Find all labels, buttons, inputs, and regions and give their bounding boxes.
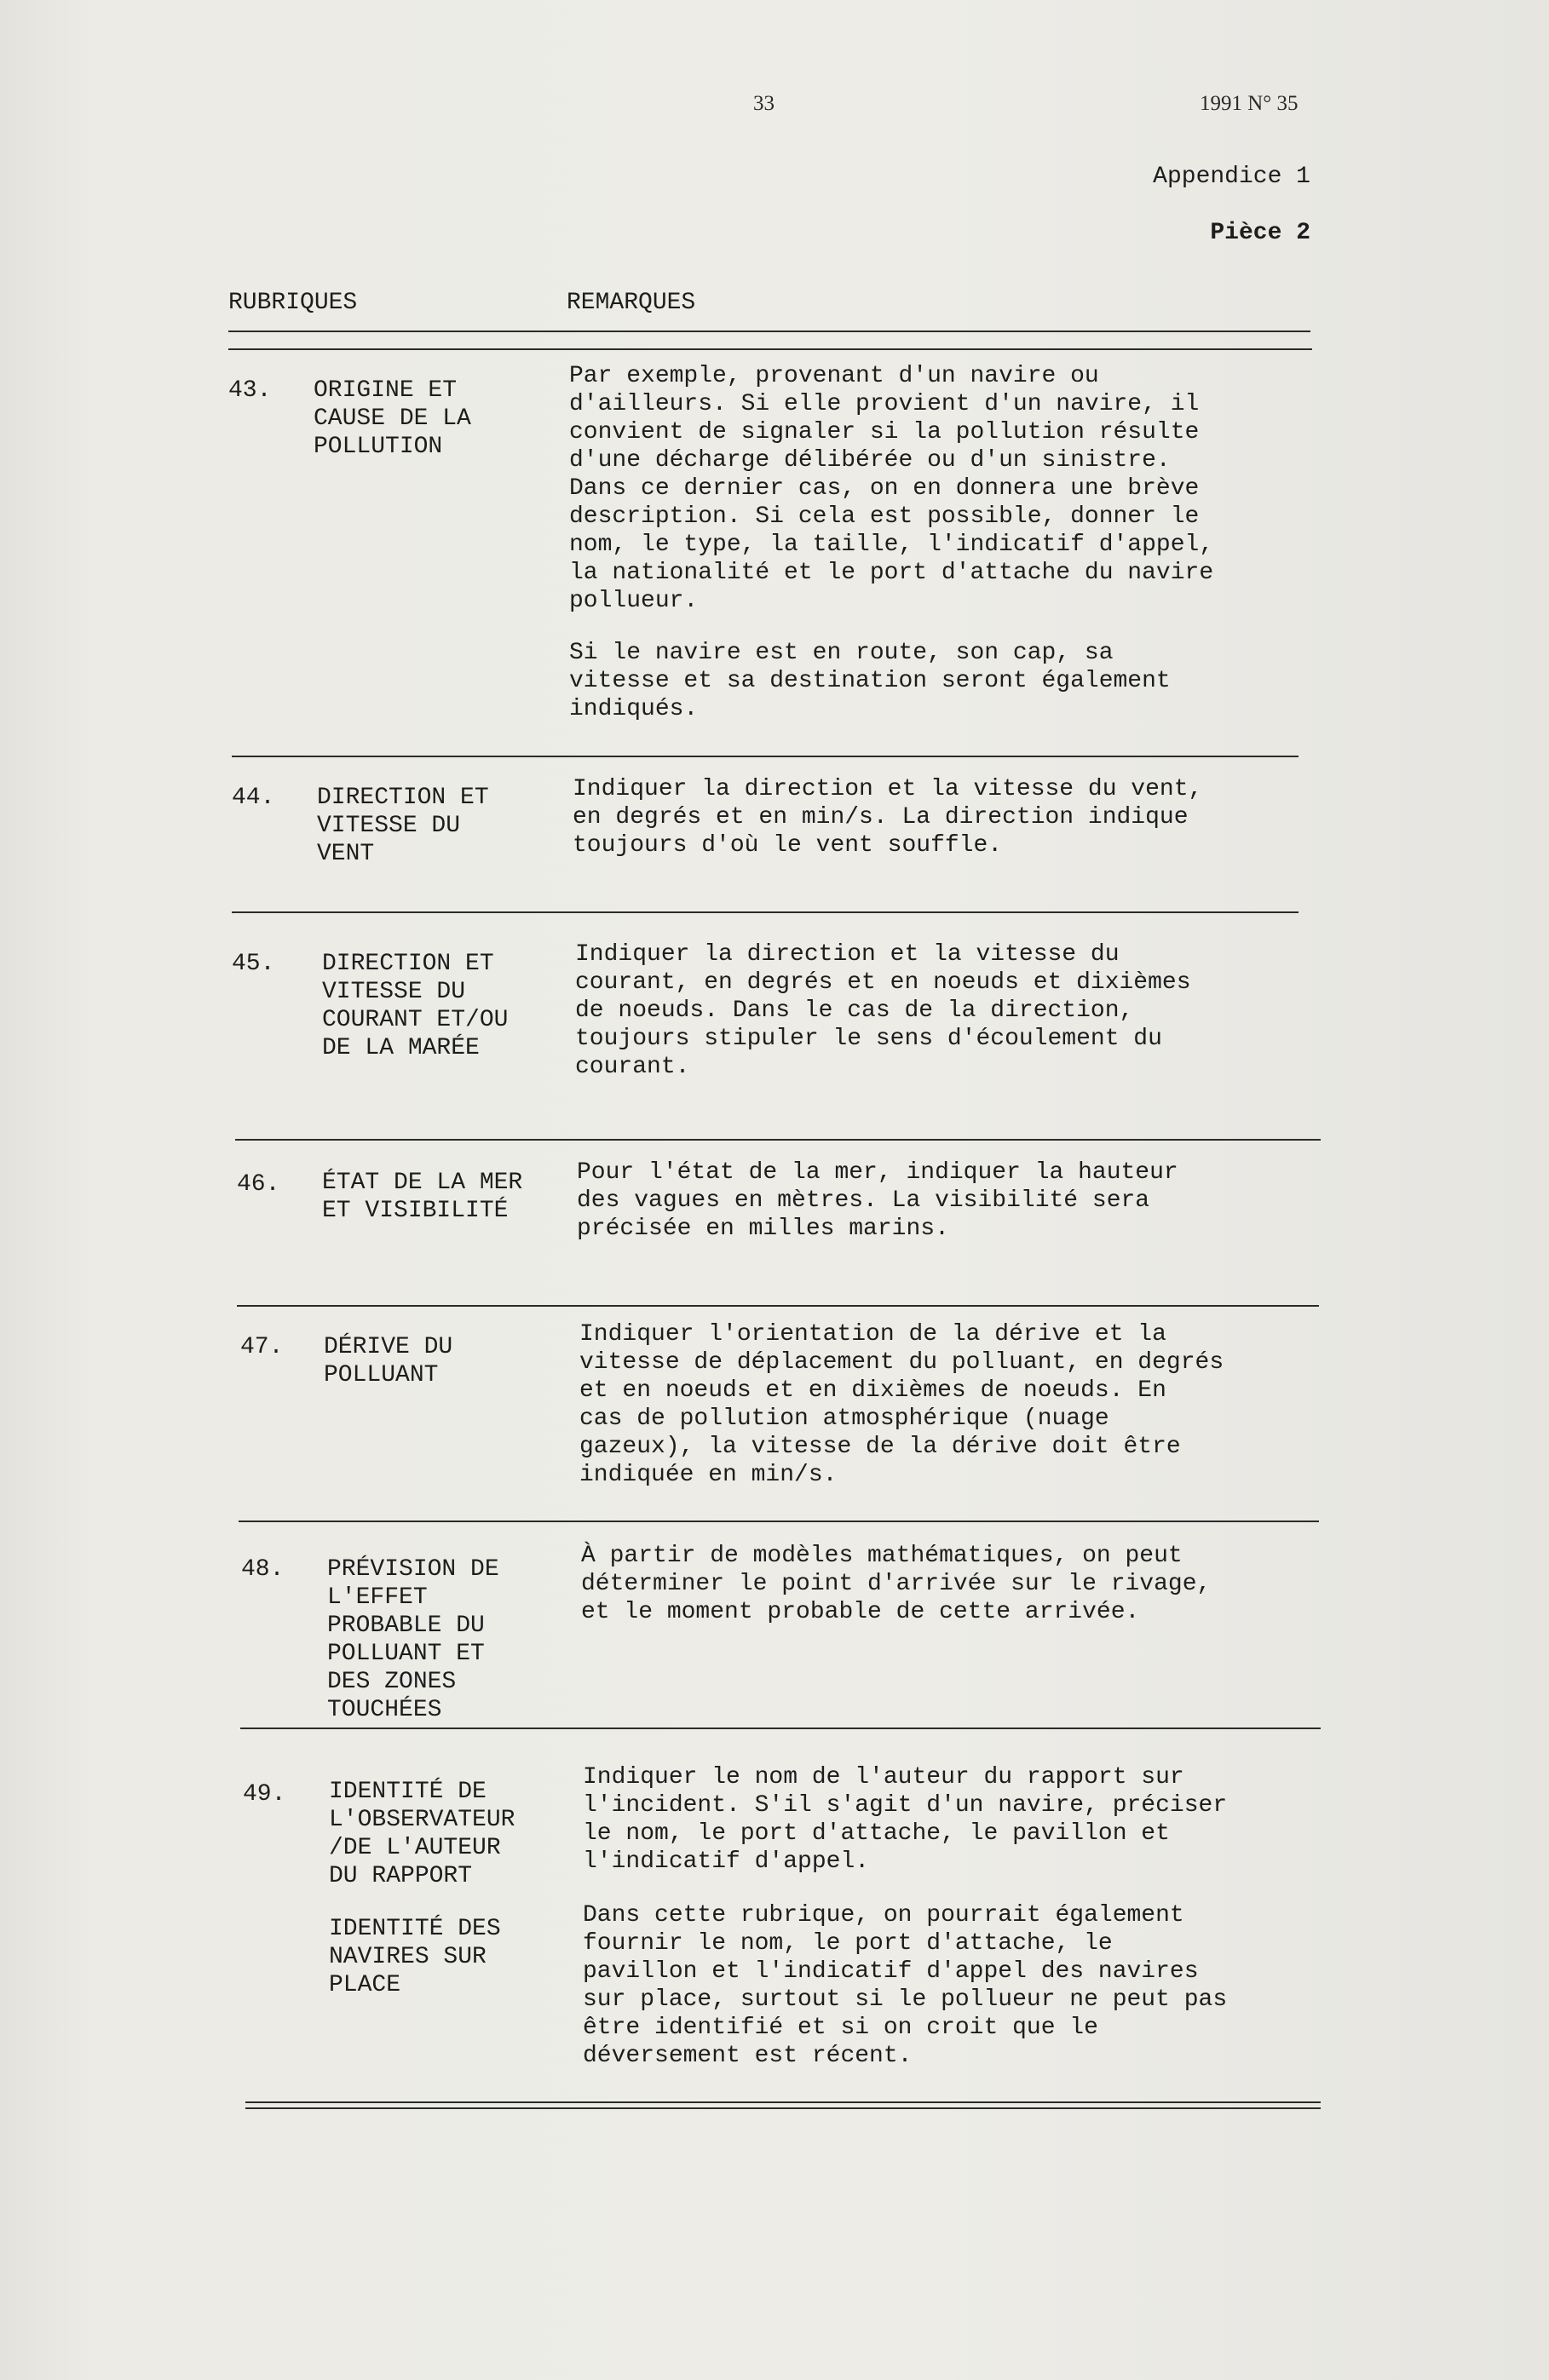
entry-divider xyxy=(239,1521,1319,1522)
header-divider xyxy=(228,331,1310,332)
piece-label: Pièce 2 xyxy=(1210,220,1310,246)
entry-remarque: Par exemple, provenant d'un navire ou d'ailleurs. Si elle provient d'un navire, il convient de signaler si la pollution résulte d'une décharge délibérée ou d'un sinistre. Dans ce dernier cas, on en donnera une brève description. Si cela est possible, donner le nom, le type, la taille, l'indicatif d'appel, la nationalité et le port d'attache du navire pollueur. xyxy=(569,363,1214,614)
footer-divider xyxy=(245,2107,1321,2109)
entry-remarque: Indiquer le nom de l'auteur du rapport sur l'incident. S'il s'agit d'un navire, préciser le nom, le port d'attache, le pavillon et l'indicatif d'appel. xyxy=(583,1764,1228,1875)
entry-remarque: À partir de modèles mathématiques, on peut déterminer le point d'arrivée sur le rivage, et le moment probable de cette arrivée. xyxy=(581,1543,1212,1625)
entry-rubrique: DÉRIVE DU POLLUANT xyxy=(324,1334,453,1388)
entry-remarque: Pour l'état de la mer, indiquer la hauteur des vagues en mètres. La visibilité sera précisée en milles marins. xyxy=(577,1159,1178,1242)
entry-remarque: Indiquer l'orientation de la dérive et la vitesse de déplacement du polluant, en degrés et en noeuds et en dixièmes de noeuds. En cas de pollution atmosphérique (nuage gazeux), la vitesse de la dérive doit être indiquée en min/s. xyxy=(579,1321,1224,1488)
entry-rubrique: PRÉVISION DE L'EFFET PROBABLE DU POLLUANT ET DES ZONES TOUCHÉES xyxy=(327,1556,499,1723)
entry-rubrique: DIRECTION ET VITESSE DU COURANT ET/OU DE LA MARÉE xyxy=(322,951,509,1061)
entry-divider xyxy=(232,756,1299,757)
entry-rubrique: DIRECTION ET VITESSE DU VENT xyxy=(317,785,489,867)
issue-label: 1991 N° 35 xyxy=(1200,92,1299,115)
entry-number: 48. xyxy=(241,1556,285,1583)
entry-divider xyxy=(245,2101,1321,2103)
column-header-remarques: REMARQUES xyxy=(567,290,696,316)
entry-rubrique: IDENTITÉ DE L'OBSERVATEUR /DE L'AUTEUR DU RAPPORT xyxy=(329,1779,515,1889)
entry-remarque: Indiquer la direction et la vitesse du vent, en degrés et en min/s. La direction indique toujours d'où le vent souffle. xyxy=(573,776,1203,859)
entry-divider xyxy=(240,1728,1321,1729)
entry-number: 43. xyxy=(228,377,272,404)
entry-divider xyxy=(232,911,1299,913)
entry-divider xyxy=(235,1139,1321,1141)
entry-divider xyxy=(237,1305,1319,1307)
column-header-rubriques: RUBRIQUES xyxy=(228,290,358,316)
entry-number: 45. xyxy=(232,951,275,977)
entry-number: 47. xyxy=(240,1334,284,1360)
entry-rubrique: ORIGINE ET CAUSE DE LA POLLUTION xyxy=(314,377,471,460)
entry-rubrique: IDENTITÉ DES NAVIRES SUR PLACE xyxy=(329,1916,501,1998)
entry-number: 44. xyxy=(232,785,275,811)
entry-remarque: Dans cette rubrique, on pourrait également fournir le nom, le port d'attache, le pavillon et l'indicatif d'appel des navires sur place, surtout si le pollueur ne peut pas être identifié et si on croit que le déversement est récent. xyxy=(583,1902,1228,2069)
entry-number: 46. xyxy=(237,1171,280,1198)
entry-remarque: Indiquer la direction et la vitesse du courant, en degrés et en noeuds et dixièmes de noeuds. Dans le cas de la direction, toujours stipuler le sens d'écoulement du courant. xyxy=(575,941,1191,1080)
appendix-label: Appendice 1 xyxy=(1153,164,1310,190)
entry-rubrique: ÉTAT DE LA MER ET VISIBILITÉ xyxy=(322,1170,523,1224)
header-divider-2 xyxy=(228,348,1312,350)
entry-number: 49. xyxy=(243,1781,286,1808)
page-number: 33 xyxy=(753,92,774,115)
entry-remarque: Si le navire est en route, son cap, sa vitesse et sa destination seront également indiqués. xyxy=(569,640,1171,722)
